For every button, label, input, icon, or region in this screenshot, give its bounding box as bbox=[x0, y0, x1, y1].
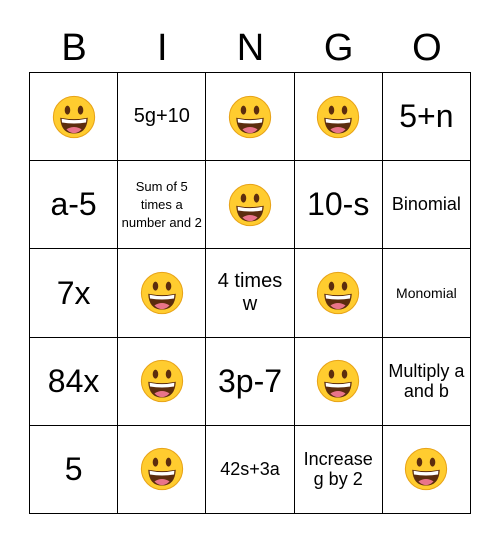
grinning-face-icon bbox=[316, 359, 360, 403]
bingo-cell-text: Monomial bbox=[396, 284, 457, 301]
bingo-cell-text: Sum of 5 times a number and 2 bbox=[121, 179, 202, 230]
bingo-cell-free-r0c0[interactable] bbox=[30, 73, 118, 161]
bingo-cell-text: 5 bbox=[64, 450, 83, 487]
header-letter-i: I bbox=[157, 27, 168, 69]
bingo-cell-text: 7x bbox=[56, 274, 91, 311]
bingo-board bbox=[29, 72, 471, 514]
bingo-cell-r2c2[interactable] bbox=[206, 249, 294, 337]
grinning-face-icon bbox=[52, 95, 96, 139]
bingo-cell-r4c2[interactable] bbox=[206, 426, 294, 514]
bingo-cell-free-r4c4[interactable] bbox=[383, 426, 471, 514]
bingo-cell-text: Increase g by 2 bbox=[303, 448, 373, 490]
bingo-cell-text: 3p-7 bbox=[217, 362, 283, 399]
grinning-face-icon bbox=[140, 359, 184, 403]
bingo-cell-free-r0c2[interactable] bbox=[206, 73, 294, 161]
bingo-cell-free-r3c3[interactable] bbox=[295, 338, 383, 426]
bingo-cell-r1c3[interactable] bbox=[295, 161, 383, 249]
header-letter-g: G bbox=[323, 27, 354, 69]
bingo-cell-r1c0[interactable] bbox=[30, 161, 118, 249]
bingo-cell-text: a-5 bbox=[50, 186, 97, 223]
bingo-cell-text: 4 times w bbox=[217, 269, 283, 315]
bingo-cell-r4c3[interactable] bbox=[295, 426, 383, 514]
bingo-cell-text: Multiply a and b bbox=[388, 360, 465, 402]
bingo-cell-r2c0[interactable] bbox=[30, 249, 118, 337]
bingo-cell-text: 42s+3a bbox=[220, 459, 280, 480]
bingo-cell-free-r3c1[interactable] bbox=[118, 338, 206, 426]
bingo-cell-r1c4[interactable] bbox=[383, 161, 471, 249]
bingo-cell-text: 5g+10 bbox=[133, 105, 190, 128]
header-letter-o: O bbox=[412, 27, 442, 69]
bingo-cell-free-r2c1[interactable] bbox=[118, 249, 206, 337]
bingo-cell-free-r2c3[interactable] bbox=[295, 249, 383, 337]
bingo-cell-r4c0[interactable] bbox=[30, 426, 118, 514]
bingo-cell-r0c1[interactable] bbox=[118, 73, 206, 161]
grinning-face-icon bbox=[228, 183, 272, 227]
bingo-cell-text: 84x bbox=[47, 362, 100, 399]
bingo-cell-r2c4[interactable] bbox=[383, 249, 471, 337]
grinning-face-icon bbox=[140, 447, 184, 491]
bingo-cell-text: Binomial bbox=[391, 194, 461, 215]
bingo-cell-free-r1c2[interactable] bbox=[206, 161, 294, 249]
bingo-cell-r0c4[interactable] bbox=[383, 73, 471, 161]
bingo-cell-r3c0[interactable] bbox=[30, 338, 118, 426]
header-letter-n: N bbox=[236, 27, 265, 69]
grinning-face-icon bbox=[404, 447, 448, 491]
bingo-cell-r1c1[interactable] bbox=[118, 161, 206, 249]
bingo-cell-text: 5+n bbox=[399, 98, 454, 135]
bingo-cell-r3c4[interactable] bbox=[383, 338, 471, 426]
bingo-header bbox=[30, 24, 471, 72]
bingo-cell-free-r0c3[interactable] bbox=[295, 73, 383, 161]
bingo-cell-text: 10-s bbox=[307, 186, 370, 223]
grinning-face-icon bbox=[140, 271, 184, 315]
grinning-face-icon bbox=[316, 95, 360, 139]
header-letter-b: B bbox=[61, 27, 87, 69]
bingo-cell-free-r4c1[interactable] bbox=[118, 426, 206, 514]
bingo-cell-r3c2[interactable] bbox=[206, 338, 294, 426]
grinning-face-icon bbox=[228, 95, 272, 139]
grinning-face-icon bbox=[316, 271, 360, 315]
